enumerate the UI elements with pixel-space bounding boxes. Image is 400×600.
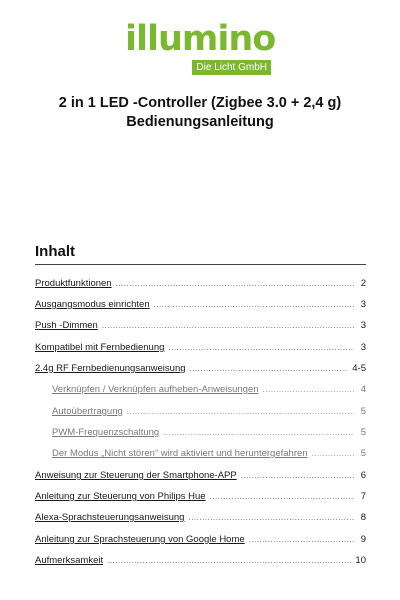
toc-subentry-pwm[interactable] [0, 427, 366, 438]
toc-entry-label[interactable]: Aufmerksamkeit [35, 555, 104, 566]
title-line-1: 2 in 1 LED -Controller (Zigbee 3.0 + 2,4 g) [58, 95, 342, 111]
toc-entry-ausgangsmodus[interactable] [0, 299, 366, 310]
toc-entry-label[interactable]: Anweisung zur Steuerung der Smartphone-APP [35, 470, 237, 481]
toc-entry-rf-fernbedienung[interactable] [0, 363, 366, 374]
toc-entry-alexa[interactable] [0, 512, 366, 523]
toc-entry-label[interactable]: Alexa-Sprachsteuerungsanweisung [35, 512, 185, 523]
toc-leader-dots [154, 299, 354, 310]
toc-page-number: 8 [360, 512, 366, 523]
toc-leader-dots [241, 470, 354, 481]
toc-entry-produktfunktionen[interactable] [0, 278, 366, 289]
toc-leader-dots [210, 491, 354, 502]
toc-leader-dots [263, 384, 354, 395]
toc-entry-label[interactable]: Der Modus „Nicht stören“ wird aktiviert und heruntergefahren [52, 448, 308, 459]
toc-page-number: 4-5 [352, 363, 366, 374]
toc-leader-dots [312, 448, 354, 459]
toc-subentry-autouebertragung[interactable] [0, 406, 366, 417]
toc-entry-label[interactable]: Anleitung zur Steuerung von Philips Hue [35, 491, 206, 502]
toc-leader-dots [163, 427, 354, 438]
toc-divider [35, 264, 366, 265]
toc-entry-smartphone-app[interactable] [0, 470, 366, 481]
toc-heading: Inhalt [35, 243, 75, 260]
toc-entry-push-dimmen[interactable] [0, 320, 366, 331]
toc-page-number: 4 [360, 384, 366, 395]
toc-entry-label[interactable]: Verknüpfen / Verknüpfen aufheben-Anweisungen [52, 384, 259, 395]
toc-page-number: 9 [360, 534, 366, 545]
brand-logo [0, 19, 400, 82]
toc-page-number: 7 [360, 491, 366, 502]
toc-entry-label[interactable]: 2.4g RF Fernbedienungsanweisung [35, 363, 186, 374]
toc-leader-dots [102, 320, 354, 331]
toc-page-number: 2 [360, 278, 366, 289]
toc-subentry-nicht-stoeren[interactable] [0, 448, 366, 459]
logo-tagline: Die Licht GmbH [192, 60, 271, 75]
toc-page-number: 3 [360, 342, 366, 353]
toc-entry-label[interactable]: Ausgangsmodus einrichten [35, 299, 150, 310]
toc-leader-dots [107, 555, 351, 566]
toc-entry-label[interactable]: Kompatibel mit Fernbedienung [35, 342, 165, 353]
toc-page-number: 3 [360, 320, 366, 331]
toc-entry-google-home[interactable] [0, 534, 366, 545]
toc-entry-label[interactable]: Autoübertragung [52, 406, 123, 417]
document-title [0, 94, 400, 132]
title-line-2: Bedienungsanleitung [126, 114, 274, 130]
toc-entry-label[interactable]: PWM-Frequenzschaltung [52, 427, 160, 438]
toc-subentry-verknuepfen[interactable] [0, 384, 366, 395]
toc-page-number: 6 [360, 470, 366, 481]
toc-entry-aufmerksamkeit[interactable] [0, 555, 366, 566]
toc-leader-dots [168, 342, 354, 353]
toc-entry-label[interactable]: Anleitung zur Sprachsteuerung von Google Home [35, 534, 245, 545]
toc-page-number: 5 [360, 427, 366, 438]
toc-leader-dots [188, 512, 354, 523]
toc-entry-philips-hue[interactable] [0, 491, 366, 502]
toc-entry-label[interactable]: Produktfunktionen [35, 278, 112, 289]
toc-leader-dots [127, 406, 354, 417]
toc-leader-dots [249, 534, 354, 545]
toc-page-number: 10 [355, 555, 366, 566]
toc-leader-dots [190, 363, 349, 374]
logo-wordmark: illumino [125, 19, 276, 59]
toc-entry-label[interactable]: Push -Dimmen [35, 320, 98, 331]
toc-leader-dots [116, 278, 354, 289]
toc-entry-kompatibel[interactable] [0, 342, 366, 353]
toc-page-number: 5 [360, 448, 366, 459]
toc-page-number: 5 [360, 406, 366, 417]
toc-page-number: 3 [360, 299, 366, 310]
